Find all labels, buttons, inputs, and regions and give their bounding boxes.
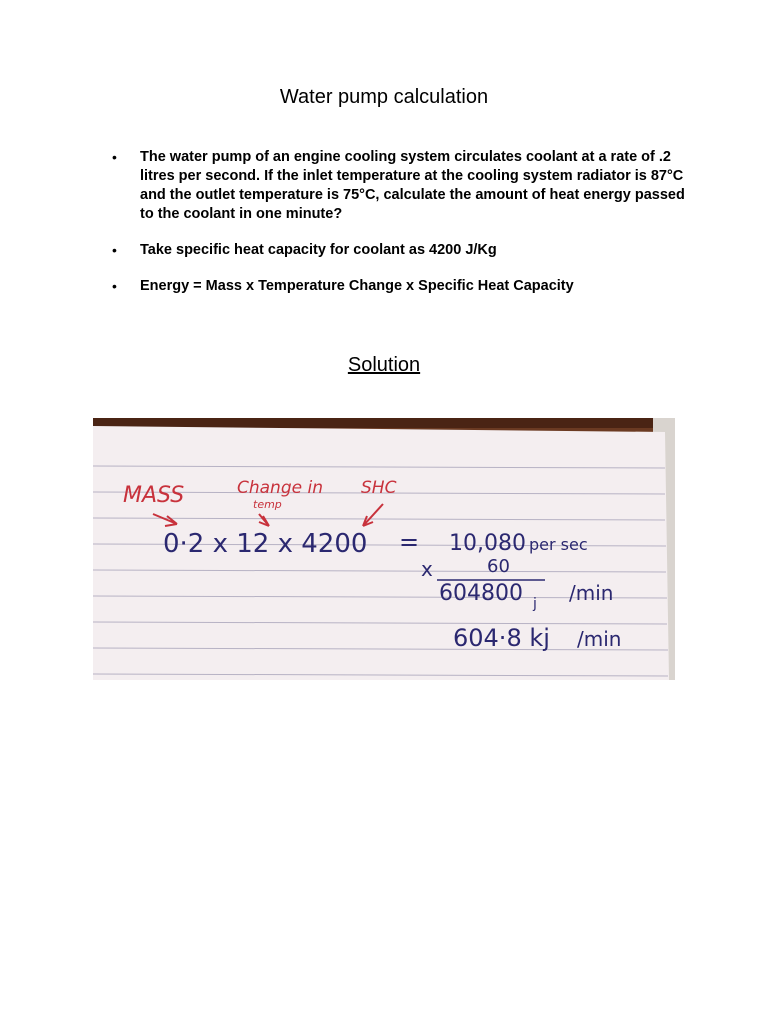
final-answer: 604·8 kj	[453, 624, 550, 652]
shc-label: SHC	[361, 478, 397, 498]
per-min-label: /min	[569, 581, 614, 605]
list-item	[112, 148, 692, 224]
product-value: 604800	[439, 581, 523, 606]
given-value-text: Take specific heat capacity for coolant as 4200 J/Kg	[140, 242, 497, 258]
equation-left: 0·2 x 12 x 4200	[163, 529, 368, 559]
bullet-icon: •	[112, 242, 117, 258]
bullet-icon: •	[112, 278, 117, 294]
change-label: Change in	[237, 478, 323, 498]
unit-j: j	[533, 596, 537, 612]
page-title: Water pump calculation	[279, 86, 489, 108]
final-unit: /min	[577, 627, 622, 651]
equals-sign: =	[399, 528, 420, 556]
multiplier: 60	[487, 556, 510, 577]
mass-label: MASS	[123, 483, 185, 508]
list-item	[112, 277, 692, 296]
result-per-second: 10,080	[449, 531, 526, 556]
photo-canvas	[93, 418, 675, 680]
change-label-sub: temp	[253, 498, 282, 511]
formula-text: Energy = Mass x Temperature Change x Specific Heat Capacity	[140, 278, 574, 294]
per-sec-label: per sec	[529, 535, 588, 554]
bullet-icon: •	[112, 149, 117, 165]
question-list	[112, 148, 692, 296]
times-sign: x	[421, 557, 433, 581]
question-text: The water pump of an engine cooling system circulates coolant at a rate of .2 litres per second. If the inlet temperature at the cooling system radiator is 87°C and the outlet temperature is 75°C, calculate the amount of heat energy passed to the coolant in one minute?	[140, 149, 685, 222]
handwritten-solution-photo	[93, 418, 675, 680]
solution-heading: Solution	[347, 354, 421, 376]
list-item	[112, 241, 692, 260]
